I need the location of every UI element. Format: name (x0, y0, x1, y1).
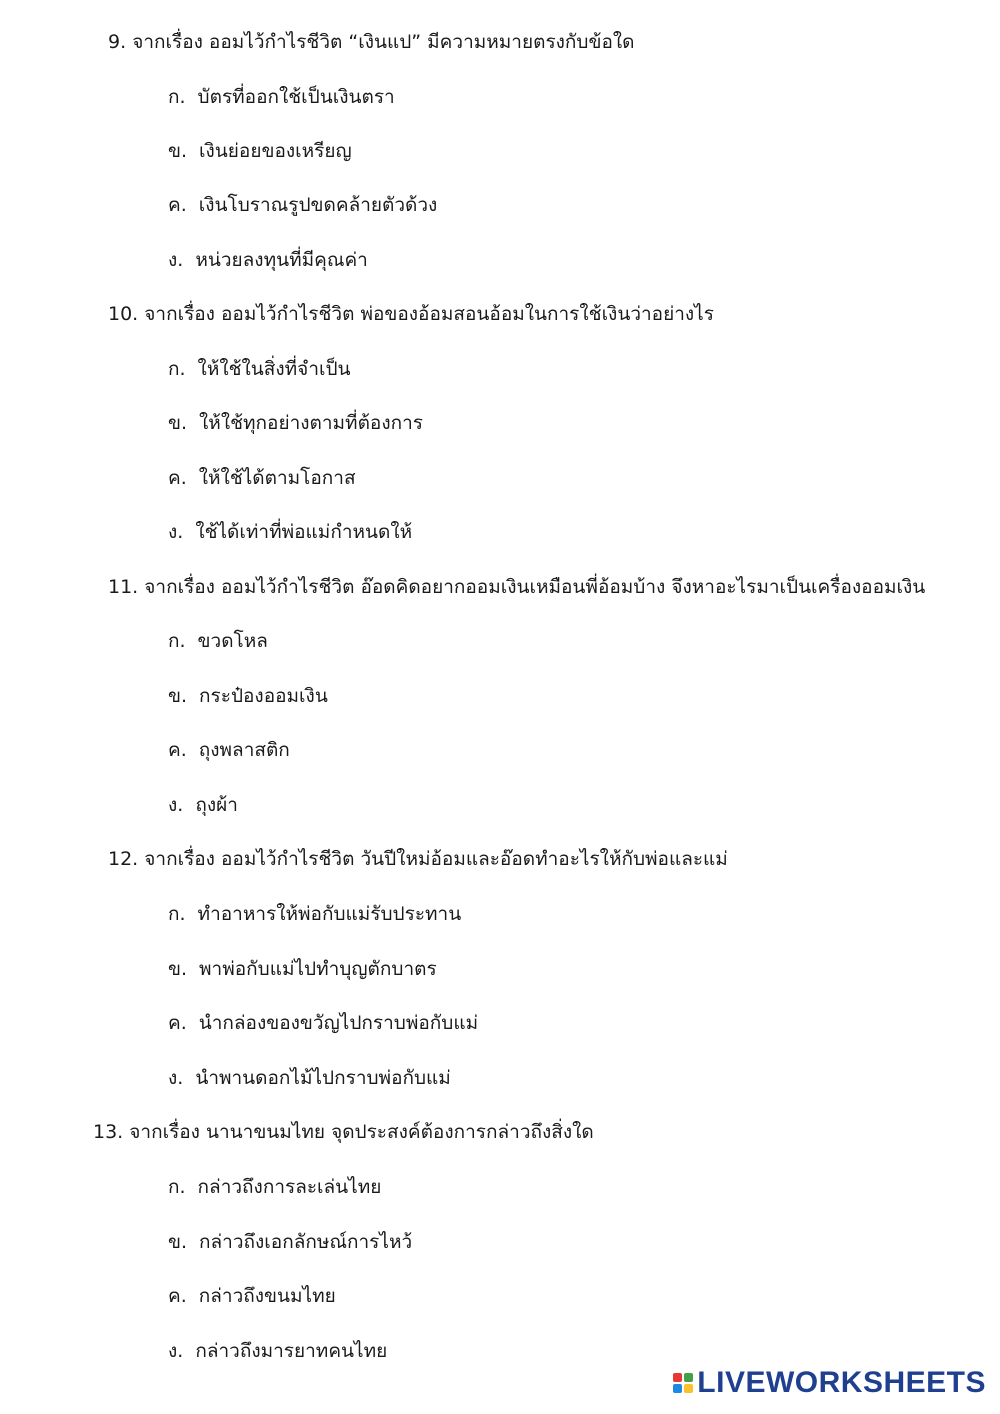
choice-text: ให้ใช้ในสิ่งที่จำเป็น (197, 358, 351, 380)
choice-text: หน่วยลงทุนที่มีคุณค่า (195, 249, 368, 271)
question-11 (108, 573, 925, 601)
choice-letter: ก. (168, 903, 186, 925)
question-9 (108, 28, 635, 56)
choice-13-d[interactable] (168, 1337, 387, 1365)
choice-letter: ข. (168, 1231, 188, 1253)
choice-letter: ข. (168, 412, 188, 434)
choice-13-c[interactable] (168, 1282, 336, 1310)
choice-text: กระป๋องออมเงิน (199, 685, 328, 707)
choice-text: นำกล่องของขวัญไปกราบพ่อกับแม่ (198, 1012, 479, 1034)
choice-letter: ง. (168, 521, 184, 543)
choice-text: ถุงผ้า (195, 794, 238, 816)
choice-9-d[interactable] (168, 246, 368, 274)
choice-letter: ง. (168, 794, 184, 816)
choice-9-c[interactable] (168, 191, 437, 219)
choice-10-c[interactable] (168, 464, 356, 492)
choice-text: ถุงพลาสติก (198, 739, 290, 761)
choice-letter: ข. (168, 140, 188, 162)
choice-13-a[interactable] (168, 1173, 381, 1201)
question-12 (108, 845, 728, 873)
choice-text: เงินย่อยของเหรียญ (199, 140, 352, 162)
logo-text: LIVEWORKSHEETS (697, 1366, 986, 1399)
choice-letter: ก. (168, 86, 186, 108)
logo-square (684, 1373, 693, 1382)
choice-text: ขวดโหล (197, 630, 268, 652)
question-10 (108, 300, 714, 328)
choice-text: กล่าวถึงเอกลักษณ์การไหว้ (199, 1231, 413, 1253)
question-text: จากเรื่อง ออมไว้กำไรชีวิต “เงินแป” มีความหมายตรงกับข้อใด (132, 31, 635, 53)
choice-12-a[interactable] (168, 900, 461, 928)
question-number: 11. (108, 576, 139, 598)
choice-12-b[interactable] (168, 955, 437, 983)
choice-letter: ข. (168, 958, 188, 980)
choice-text: ทำอาหารให้พ่อกับแม่รับประทาน (197, 903, 462, 925)
question-13 (93, 1118, 594, 1146)
choice-text: กล่าวถึงการละเล่นไทย (197, 1176, 382, 1198)
question-number: 12. (108, 848, 139, 870)
choice-letter: ค. (168, 1285, 187, 1307)
choice-12-d[interactable] (168, 1064, 451, 1092)
choice-10-b[interactable] (168, 409, 423, 437)
question-number: 13. (93, 1121, 124, 1143)
question-text: จากเรื่อง ออมไว้กำไรชีวิต อ๊อดคิดอยากออมเงินเหมือนพี่อ้อมบ้าง จึงหาอะไรมาเป็นเครื่องออมเงิน (144, 576, 926, 598)
liveworksheets-logo (673, 1366, 986, 1400)
choice-letter: ง. (168, 1340, 184, 1362)
choice-letter: ค. (168, 739, 187, 761)
question-text: จากเรื่อง ออมไว้กำไรชีวิต วันปีใหม่อ้อมและอ๊อดทำอะไรให้กับพ่อและแม่ (144, 848, 728, 870)
logo-square (673, 1373, 682, 1382)
question-text: จากเรื่อง นานาขนมไทย จุดประสงค์ต้องการกล่าวถึงสิ่งใด (129, 1121, 594, 1143)
choice-text: กล่าวถึงขนมไทย (198, 1285, 336, 1307)
choice-text: พาพ่อกับแม่ไปทำบุญตักบาตร (199, 958, 437, 980)
question-number: 9. (108, 31, 127, 53)
logo-square (684, 1384, 693, 1393)
choice-text: ให้ใช้ได้ตามโอกาส (198, 467, 356, 489)
choice-11-d[interactable] (168, 791, 238, 819)
choice-9-b[interactable] (168, 137, 352, 165)
choice-10-a[interactable] (168, 355, 351, 383)
choice-text: นำพานดอกไม้ไปกราบพ่อกับแม่ (195, 1067, 451, 1089)
choice-letter: ก. (168, 1176, 186, 1198)
question-number: 10. (108, 303, 139, 325)
choice-text: กล่าวถึงมารยาทคนไทย (195, 1340, 388, 1362)
choice-text: ใช้ได้เท่าที่พ่อแม่กำหนดให้ (195, 521, 413, 543)
choice-letter: ค. (168, 1012, 187, 1034)
choice-13-b[interactable] (168, 1228, 412, 1256)
choice-10-d[interactable] (168, 518, 412, 546)
choice-11-a[interactable] (168, 627, 268, 655)
choice-text: ให้ใช้ทุกอย่างตามที่ต้องการ (199, 412, 423, 434)
choice-12-c[interactable] (168, 1009, 478, 1037)
choice-letter: ก. (168, 358, 186, 380)
choice-letter: ก. (168, 630, 186, 652)
choice-letter: ง. (168, 1067, 184, 1089)
choice-letter: ค. (168, 194, 187, 216)
choice-letter: ข. (168, 685, 188, 707)
question-text: จากเรื่อง ออมไว้กำไรชีวิต พ่อของอ้อมสอนอ้อมในการใช้เงินว่าอย่างไร (144, 303, 714, 325)
logo-square (673, 1384, 682, 1393)
choice-letter: ค. (168, 467, 187, 489)
choice-letter: ง. (168, 249, 184, 271)
choice-11-c[interactable] (168, 736, 290, 764)
logo-squares-icon (673, 1373, 693, 1393)
choice-11-b[interactable] (168, 682, 328, 710)
choice-9-a[interactable] (168, 83, 395, 111)
choice-text: บัตรที่ออกใช้เป็นเงินตรา (197, 86, 395, 108)
choice-text: เงินโบราณรูปขดคล้ายตัวด้วง (198, 194, 438, 216)
